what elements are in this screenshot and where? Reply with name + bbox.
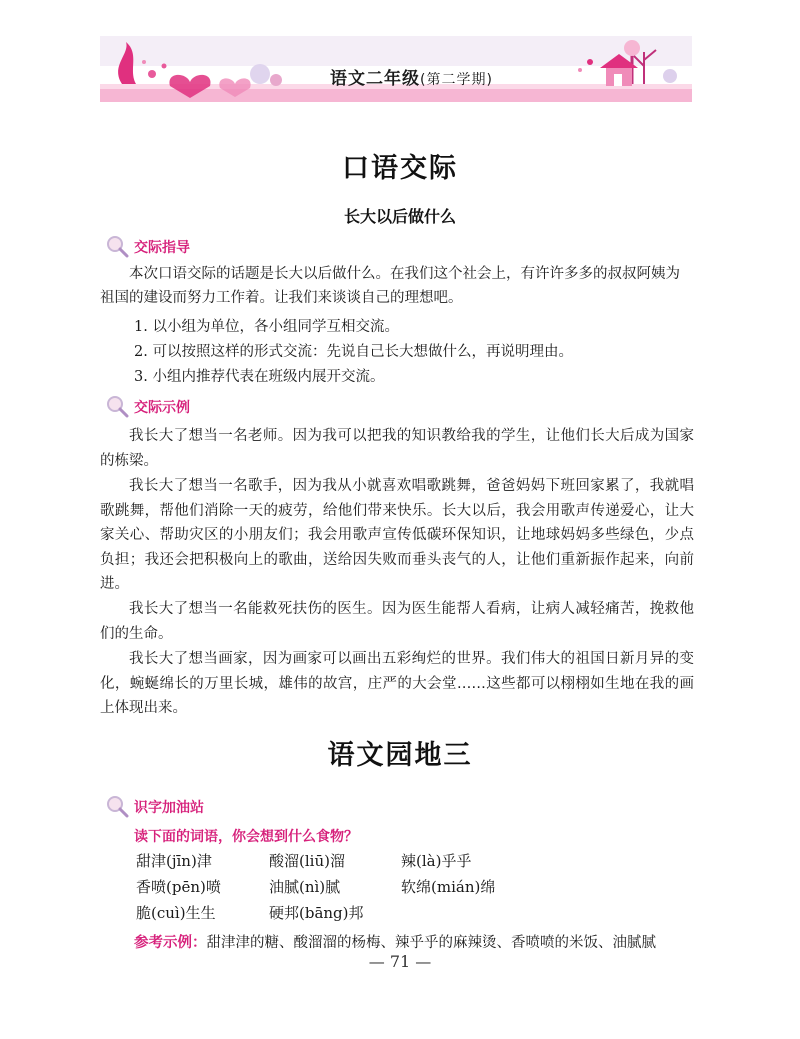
example-paragraph-doctor: 我长大了想当一名能救死扶伤的医生。因为医生能帮人看病，让病人减轻痛苦，挽救他们的生命。 — [100, 601, 694, 642]
word-item: 酸溜(liū)溜 — [269, 852, 345, 870]
word-item: 香喷(pēn)喷 — [136, 878, 221, 896]
reference-example — [134, 931, 656, 952]
header-title — [330, 64, 493, 89]
header-book-title: 语文二年级 — [330, 69, 420, 89]
word-item: 软绵(mián)绵 — [401, 878, 496, 896]
example-paragraph-singer: 我长大了想当一名歌手，因为我从小就喜欢唱歌跳舞，爸爸妈妈下班回家累了，我就唱歌跳舞，帮他们消除一天的疲劳，给他们带来快乐。长大以后，我会用歌声传递爱心，让大家关心、帮助灾区的小朋友们；我会用歌声宣传低碳环保知识，让地球妈妈多些绿色，少点负担；我还会把积极向上的歌曲，送给因失败而垂头丧气的人，让他们重新振作起来，向前进。 — [100, 478, 694, 592]
guide-step-2: 2. 可以按照这样的形式交流：先说自己长大想做什么，再说明理由。 — [134, 344, 573, 360]
guide-step-1: 1. 以小组为单位，各小组同学互相交流。 — [134, 319, 399, 335]
guide-step-3: 3. 小组内推荐代表在班级内展开交流。 — [134, 369, 385, 385]
reference-text: 甜津津的糖、酸溜溜的杨梅、辣乎乎的麻辣烫、香喷喷的米饭、油腻腻 — [206, 935, 656, 951]
magnifier-icon — [104, 234, 132, 258]
word-item: 硬邦(bāng)邦 — [269, 904, 364, 922]
page-number: — 71 — — [368, 952, 432, 971]
guide-intro: 本次口语交际的话题是长大以后做什么。在我们这个社会上，有许许多多的叔叔阿姨为祖国的建设而努力工作着。让我们来谈谈自己的理想吧。 — [100, 266, 680, 306]
station-question: 读下面的词语，你会想到什么食物？ — [134, 829, 358, 845]
page-header — [100, 36, 692, 102]
word-item: 油腻(nì)腻 — [269, 878, 341, 896]
guide-label: 交际指导 — [134, 240, 190, 256]
word-item: 辣(là)乎乎 — [401, 852, 472, 870]
example-paragraph-teacher: 我长大了想当一名老师。因为我可以把我的知识教给我的学生，让他们长大后成为国家的栋梁。 — [100, 428, 694, 469]
magnifier-icon — [104, 394, 132, 418]
magnifier-icon — [104, 794, 132, 818]
example-paragraph-painter: 我长大了想当画家，因为画家可以画出五彩绚烂的世界。我们伟大的祖国日新月异的变化，蜿蜒绵长的万里长城，雄伟的故宫，庄严的大会堂……这些都可以栩栩如生地在我的画上体现出来。 — [100, 651, 694, 716]
station-label: 识字加油站 — [134, 800, 204, 816]
word-item: 脆(cuì)生生 — [136, 904, 216, 922]
header-semester: (第二学期) — [420, 72, 493, 88]
section-title-language-garden: 语文园地三 — [327, 740, 473, 771]
topic-title: 长大以后做什么 — [343, 207, 456, 226]
example-label: 交际示例 — [134, 400, 190, 416]
word-item: 甜津(jīn)津 — [136, 852, 212, 870]
section-title-oral-communication: 口语交际 — [342, 153, 458, 184]
reference-label: 参考示例： — [134, 935, 207, 951]
